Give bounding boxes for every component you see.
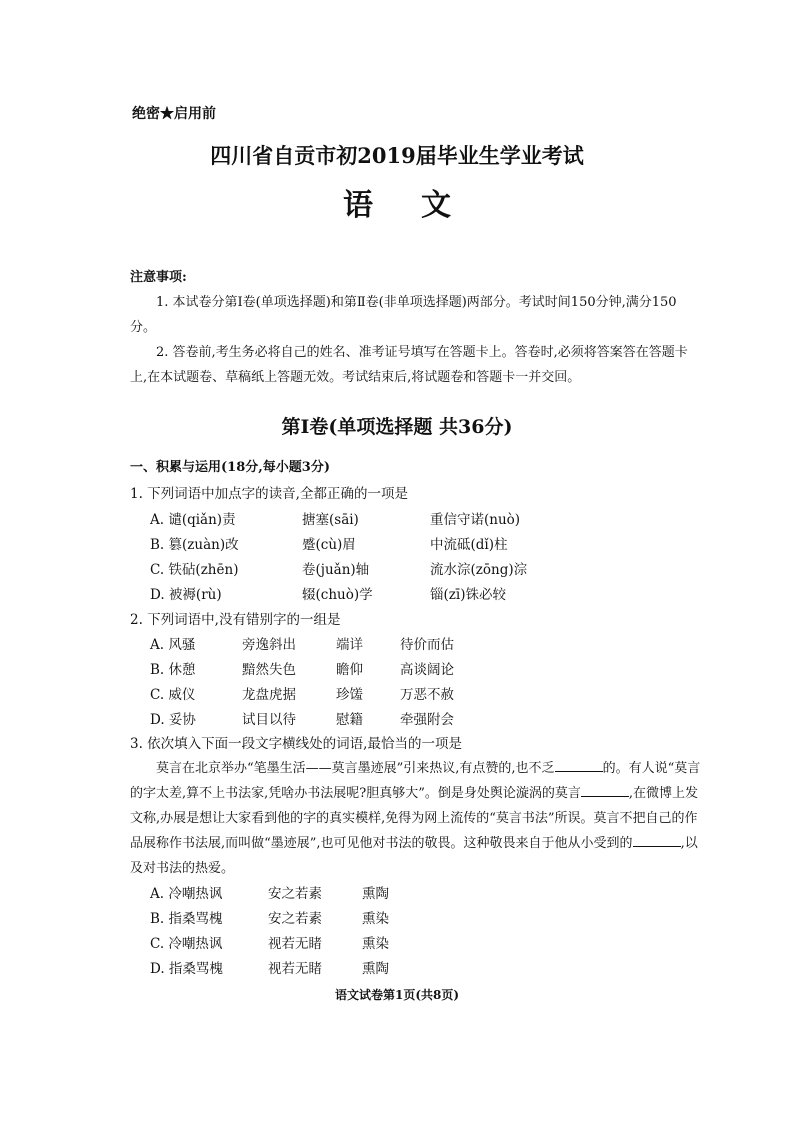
option-item: 试目以待 — [242, 712, 296, 728]
option-item: 搪塞(sāi) — [302, 512, 359, 528]
option-label: B. 指桑骂槐 — [150, 911, 223, 927]
option-item: 珍馐 — [336, 687, 363, 703]
option-item: 黯然失色 — [242, 662, 296, 678]
part-title: 第Ⅰ卷(单项选择题 共36分) — [281, 416, 513, 438]
fill-blank — [555, 759, 603, 772]
note-item: 2. 答卷前,考生务必将自己的姓名、准考证号填写在答题卡上。答卷时,必须将答案答在答题卡上,在本试题卷、草稿纸上答题无效。考试结束后,将试题卷和答题卡一并交回。 — [130, 345, 688, 385]
option-label: A. 谴(qiǎn)责 — [150, 512, 236, 528]
option-item: 熏染 — [362, 936, 389, 952]
option-item: 蹙(cù)眉 — [302, 537, 356, 553]
option-label: D. 指桑骂槐 — [150, 961, 223, 977]
option-item: 熏染 — [362, 911, 389, 927]
option-label: C. 铁砧(zhēn) — [150, 562, 239, 578]
option-label: C. 冷嘲热讽 — [150, 936, 223, 952]
option-item: 牵强附会 — [400, 712, 454, 728]
option-item: 辍(chuò)学 — [302, 587, 373, 603]
option-label: B. 篡(zuàn)改 — [150, 537, 239, 553]
question-passage: 莫言在北京举办“笔墨生活——莫言墨迹展”引来热议,有点赞的,也不乏 的。有人说“莫言的字太差,算不上书法家,凭啥办书法展呢?胆真够大”。倒是身处舆论漩涡的莫言 ,在微博上发文称,办展是想让大家看到他的字的真实模样,免得为网上流传的“莫言书法”所误。莫言不把自己的作品展称作书法展,而叫做“墨迹展”,也可见他对书法的敬畏。这种敬畏来自于他从小受到的 ,以及对书法的热爱。 — [130, 761, 701, 876]
fill-blank — [581, 784, 629, 797]
option-item: 安之若素 — [268, 886, 322, 902]
option-item: 瞻仰 — [336, 662, 363, 678]
option-item: 卷(juǎn)轴 — [302, 562, 370, 578]
option-item: 高谈阔论 — [400, 662, 454, 678]
question-stem: 3. 依次填入下面一段文字横线处的词语,最恰当的一项是 — [130, 736, 462, 752]
option-item: 端详 — [336, 637, 363, 653]
option-item: 慰籍 — [336, 712, 363, 728]
section-heading: 一、积累与运用(18分,每小题3分) — [130, 460, 330, 475]
option-label: A. 冷嘲热讽 — [150, 886, 223, 902]
option-item: 旁逸斜出 — [242, 637, 296, 653]
option-item: 视若无睹 — [268, 936, 322, 952]
confidential-mark: 绝密★启用前 — [132, 106, 216, 122]
option-label: A. 风骚 — [150, 637, 196, 653]
option-label: B. 休憩 — [150, 662, 196, 678]
page-footer: 语文试卷第1页(共8页) — [334, 988, 460, 1002]
option-item: 安之若素 — [268, 911, 322, 927]
option-item: 万恶不赦 — [400, 687, 454, 703]
option-item: 视若无睹 — [268, 961, 322, 977]
option-item: 熏陶 — [362, 961, 389, 977]
exam-title: 四川省自贡市初2019届毕业生学业考试 — [210, 143, 584, 168]
option-item: 熏陶 — [362, 886, 389, 902]
option-item: 龙盘虎据 — [242, 687, 296, 703]
notes-heading: 注意事项: — [130, 270, 187, 285]
subject-title: 语文 — [343, 188, 499, 223]
option-item: 锱(zī)铢必较 — [430, 587, 506, 603]
option-item: 待价而估 — [400, 637, 454, 653]
option-item: 流水淙(zōng)淙 — [430, 562, 528, 578]
option-label: D. 被褥(rù) — [150, 587, 222, 603]
option-label: D. 妥协 — [150, 712, 196, 728]
question-stem: 2. 下列词语中,没有错别字的一组是 — [130, 612, 341, 628]
note-item: 1. 本试卷分第Ⅰ卷(单项选择题)和第Ⅱ卷(非单项选择题)两部分。考试时间150分钟,满分150分。 — [130, 295, 677, 335]
option-item: 重信守诺(nuò) — [430, 512, 521, 528]
fill-blank — [633, 834, 681, 847]
question-stem: 1. 下列词语中加点字的读音,全都正确的一项是 — [130, 486, 408, 502]
option-item: 中流砥(dǐ)柱 — [430, 537, 508, 553]
option-label: C. 威仪 — [150, 687, 196, 703]
